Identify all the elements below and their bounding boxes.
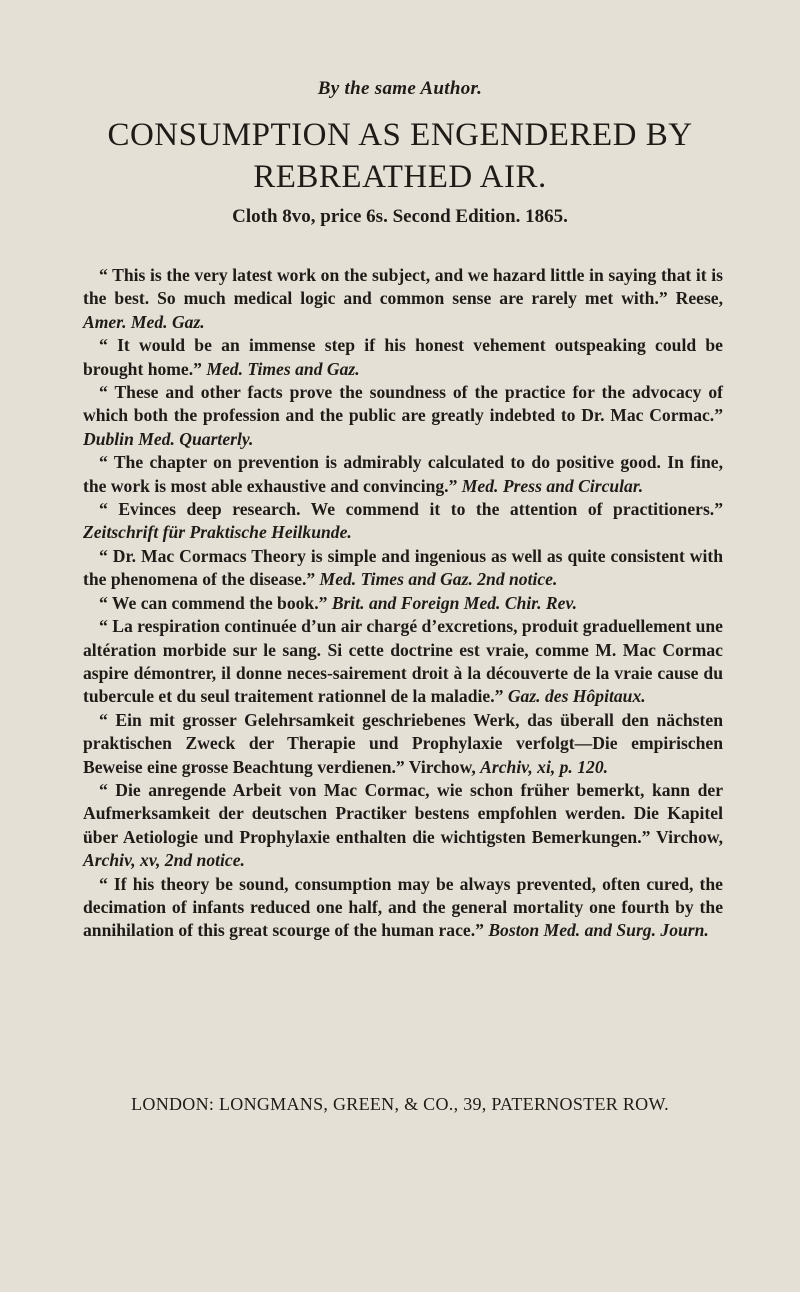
review-text: “ Evinces deep research. We commend it to the attention of practitioners.” — [99, 499, 723, 520]
review-text: “ Dr. Mac Cormacs Theory is simple and ingenious as well as quite consistent with the phenomena of the disease.” — [83, 545, 723, 590]
review-source: Boston Med. and Surg. Journ. — [488, 920, 709, 941]
review-source: Brit. and Foreign Med. Chir. Rev. — [331, 592, 578, 613]
review-source: Gaz. des Hôpitaux. — [507, 686, 646, 707]
by-line: By the same Author. — [317, 78, 483, 99]
review-quote — [83, 592, 723, 615]
review-quote — [83, 779, 723, 873]
book-title — [0, 114, 800, 198]
book-title-line-2: REBREATHED AIR. — [253, 159, 547, 195]
review-text: “ La respiration continuée d’un air chargé d’excretions, produit graduellement une altération morbide sur le sang. Si cette doctrine est vraie, comme M. Mac Cormac aspire démontrer, il donne neces-sairement droit à la découverte de la vraie cause du tubercule et du seul traitement rationnel de la maladie.” — [83, 616, 723, 707]
review-quote — [83, 615, 723, 709]
review-source: Med. Press and Circular. — [461, 475, 644, 496]
review-quote — [83, 873, 723, 943]
book-title-line-1: CONSUMPTION AS ENGENDERED BY — [107, 117, 693, 153]
review-source: Archiv, xv, 2nd notice. — [83, 850, 245, 871]
review-text: “ Die anregende Arbeit von Mac Cormac, wie schon früher bemerkt, kann der Aufmerksamkeit der deutschen Practiker bestens empfohlen werden. Die Kapitel über Aetiologie und Prophylaxie enthalten die wichtigsten Bemerkungen.” Virchow, — [83, 779, 723, 847]
review-quote — [83, 709, 723, 779]
review-source: Zeitschrift für Praktische Heilkunde. — [83, 522, 352, 543]
review-text: “ It would be an immense step if his honest vehement outspeaking could be brought home.” — [83, 335, 723, 379]
review-text: “ We can commend the book.” — [99, 592, 332, 613]
edition-info: Cloth 8vo, price 6s. Second Edition. 1865. — [232, 206, 568, 227]
review-quote — [83, 381, 723, 451]
review-source: Med. Times and Gaz. — [206, 358, 360, 379]
review-quote — [83, 498, 723, 545]
review-quote — [83, 334, 723, 381]
review-source: Med. Times and Gaz. 2nd notice. — [319, 569, 558, 590]
publisher-imprint: LONDON: LONGMANS, GREEN, & CO., 39, PATERNOSTER ROW. — [131, 1094, 669, 1114]
review-quote — [83, 451, 723, 498]
review-text: “ This is the very latest work on the subject, and we hazard little in saying that it is the best. So much medical logic and common sense are rarely met with.” Reese, — [83, 265, 723, 309]
review-quote — [83, 264, 723, 334]
review-quotes — [83, 264, 723, 943]
review-text: “ Ein mit grosser Gelehrsamkeit geschriebenes Werk, das überall den nächsten praktischen Zweck der Therapie und Prophylaxie verfolgt—Die empirischen Beweise eine grosse Beachtung verdienen.” Virchow, — [83, 709, 723, 777]
review-text: “ These and other facts prove the soundness of the practice for the advocacy of which both the profession and the public are greatly indebted to Dr. Mac Cormac.” — [83, 382, 723, 426]
review-quote — [83, 545, 723, 592]
review-text: “ The chapter on prevention is admirably calculated to do positive good. In fine, the work is most able exhaustive and convincing.” — [83, 452, 723, 496]
review-text: “ If his theory be sound, consumption may be always prevented, often cured, the decimation of infants reduced one half, and the general mortality one fourth by the annihilation of this great scourge of the human race.” — [83, 873, 723, 941]
review-source: Dublin Med. Quarterly. — [83, 428, 254, 449]
review-source: Archiv, xi, p. 120. — [480, 756, 609, 777]
review-source: Amer. Med. Gaz. — [83, 311, 205, 332]
